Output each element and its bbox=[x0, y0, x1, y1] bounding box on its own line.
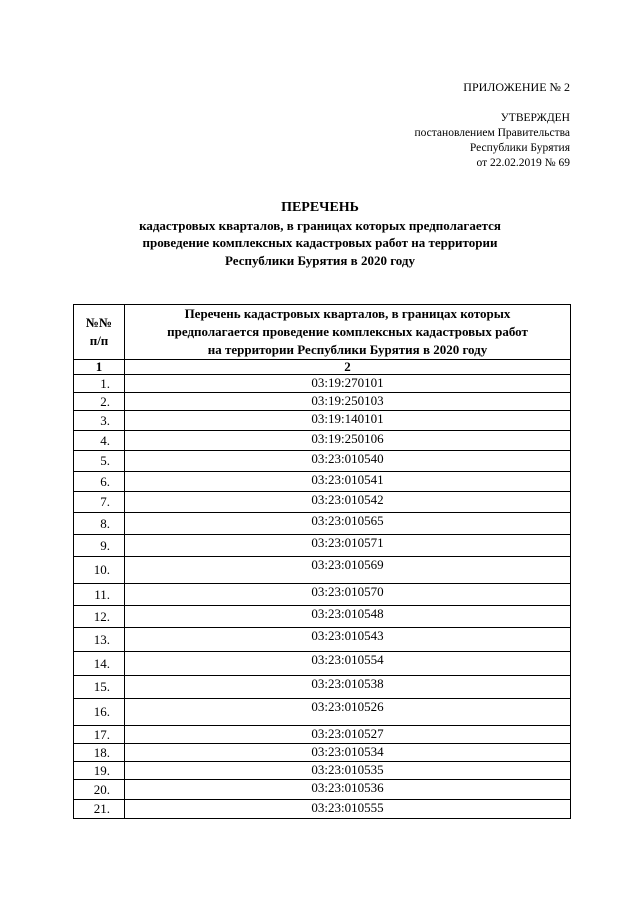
cadastral-code: 03:23:010534 bbox=[125, 744, 571, 762]
table-row bbox=[74, 411, 571, 431]
column-number-2: 2 bbox=[125, 360, 571, 375]
table-row bbox=[74, 431, 571, 451]
row-number: 7. bbox=[74, 492, 125, 513]
row-number: 2. bbox=[74, 393, 125, 411]
title-line-1: кадастровых кварталов, в границах которых предполагается bbox=[139, 217, 501, 233]
row-number: 4. bbox=[74, 431, 125, 451]
table-row bbox=[74, 744, 571, 762]
cadastral-code: 03:23:010538 bbox=[125, 676, 571, 699]
table-row bbox=[74, 557, 571, 584]
header-list-line-3: на территории Республики Бурятия в 2020 году bbox=[207, 342, 488, 357]
table-row bbox=[74, 800, 571, 819]
row-number: 19. bbox=[74, 762, 125, 780]
cadastral-code: 03:19:270101 bbox=[125, 375, 571, 393]
row-number: 13. bbox=[74, 628, 125, 652]
header-number-line-1: №№ bbox=[85, 315, 113, 330]
row-number: 1. bbox=[74, 375, 125, 393]
row-number: 16. bbox=[74, 699, 125, 726]
cadastral-code: 03:23:010527 bbox=[125, 726, 571, 744]
table-row bbox=[74, 393, 571, 411]
cadastral-code: 03:23:010554 bbox=[125, 652, 571, 676]
column-numbers-row bbox=[74, 360, 571, 375]
title-line-2: проведение комплексных кадастровых работ на территории bbox=[142, 235, 498, 250]
approval-block bbox=[414, 111, 570, 171]
cadastral-code: 03:23:010565 bbox=[125, 513, 571, 535]
cadastral-code: 03:23:010542 bbox=[125, 492, 571, 513]
title-line-3: Республики Бурятия в 2020 году bbox=[225, 252, 415, 268]
table-row bbox=[74, 472, 571, 492]
appendix-label: ПРИЛОЖЕНИЕ № 2 bbox=[463, 80, 570, 94]
header-number-line-2: п/п bbox=[89, 333, 109, 348]
republic-label: Республики Бурятия bbox=[469, 142, 570, 154]
header-list-line-1: Перечень кадастровых кварталов, в границах которых bbox=[184, 306, 511, 321]
decree-date-number: от 22.02.2019 № 69 bbox=[476, 157, 570, 169]
row-number: 3. bbox=[74, 411, 125, 431]
title-main: ПЕРЕЧЕНЬ bbox=[281, 200, 359, 215]
row-number: 9. bbox=[74, 535, 125, 557]
cadastral-code: 03:23:010535 bbox=[125, 762, 571, 780]
row-number: 8. bbox=[74, 513, 125, 535]
row-number: 12. bbox=[74, 606, 125, 628]
table-row bbox=[74, 535, 571, 557]
row-number: 5. bbox=[74, 451, 125, 472]
decree-label: постановлением Правительства bbox=[414, 127, 570, 139]
cadastral-code: 03:19:140101 bbox=[125, 411, 571, 431]
row-number: 14. bbox=[74, 652, 125, 676]
table-row bbox=[74, 513, 571, 535]
cadastral-code: 03:23:010570 bbox=[125, 584, 571, 606]
header-list-line-2: предполагается проведение комплексных кадастровых работ bbox=[167, 324, 528, 339]
cadastral-code: 03:23:010526 bbox=[125, 699, 571, 726]
table-row bbox=[74, 492, 571, 513]
table-body bbox=[74, 375, 571, 819]
table-row bbox=[74, 652, 571, 676]
table-row bbox=[74, 726, 571, 744]
cadastral-code: 03:23:010543 bbox=[125, 628, 571, 652]
table-row bbox=[74, 375, 571, 393]
table-row bbox=[74, 780, 571, 800]
row-number: 11. bbox=[74, 584, 125, 606]
approved-label: УТВЕРЖДЕН bbox=[500, 112, 570, 124]
column-number-1: 1 bbox=[74, 360, 125, 375]
table-row bbox=[74, 762, 571, 780]
cadastral-code: 03:23:010548 bbox=[125, 606, 571, 628]
table-row bbox=[74, 676, 571, 699]
cadastral-quarters-table bbox=[73, 304, 571, 819]
cadastral-code: 03:23:010541 bbox=[125, 472, 571, 492]
cadastral-code: 03:19:250106 bbox=[125, 431, 571, 451]
row-number: 10. bbox=[74, 557, 125, 584]
cadastral-code: 03:23:010571 bbox=[125, 535, 571, 557]
row-number: 18. bbox=[74, 744, 125, 762]
cadastral-code: 03:23:010540 bbox=[125, 451, 571, 472]
cadastral-code: 03:23:010555 bbox=[125, 800, 571, 819]
cadastral-code: 03:23:010536 bbox=[125, 780, 571, 800]
header-number-column bbox=[74, 305, 125, 360]
row-number: 20. bbox=[74, 780, 125, 800]
table-row bbox=[74, 606, 571, 628]
cadastral-code: 03:19:250103 bbox=[125, 393, 571, 411]
row-number: 17. bbox=[74, 726, 125, 744]
table-row bbox=[74, 451, 571, 472]
row-number: 6. bbox=[74, 472, 125, 492]
table-row bbox=[74, 628, 571, 652]
cadastral-code: 03:23:010569 bbox=[125, 557, 571, 584]
table-header-row bbox=[74, 305, 571, 360]
table-row bbox=[74, 584, 571, 606]
row-number: 15. bbox=[74, 676, 125, 699]
table-row bbox=[74, 699, 571, 726]
header-list-column bbox=[125, 305, 571, 360]
row-number: 21. bbox=[74, 800, 125, 819]
document-title bbox=[70, 199, 570, 269]
